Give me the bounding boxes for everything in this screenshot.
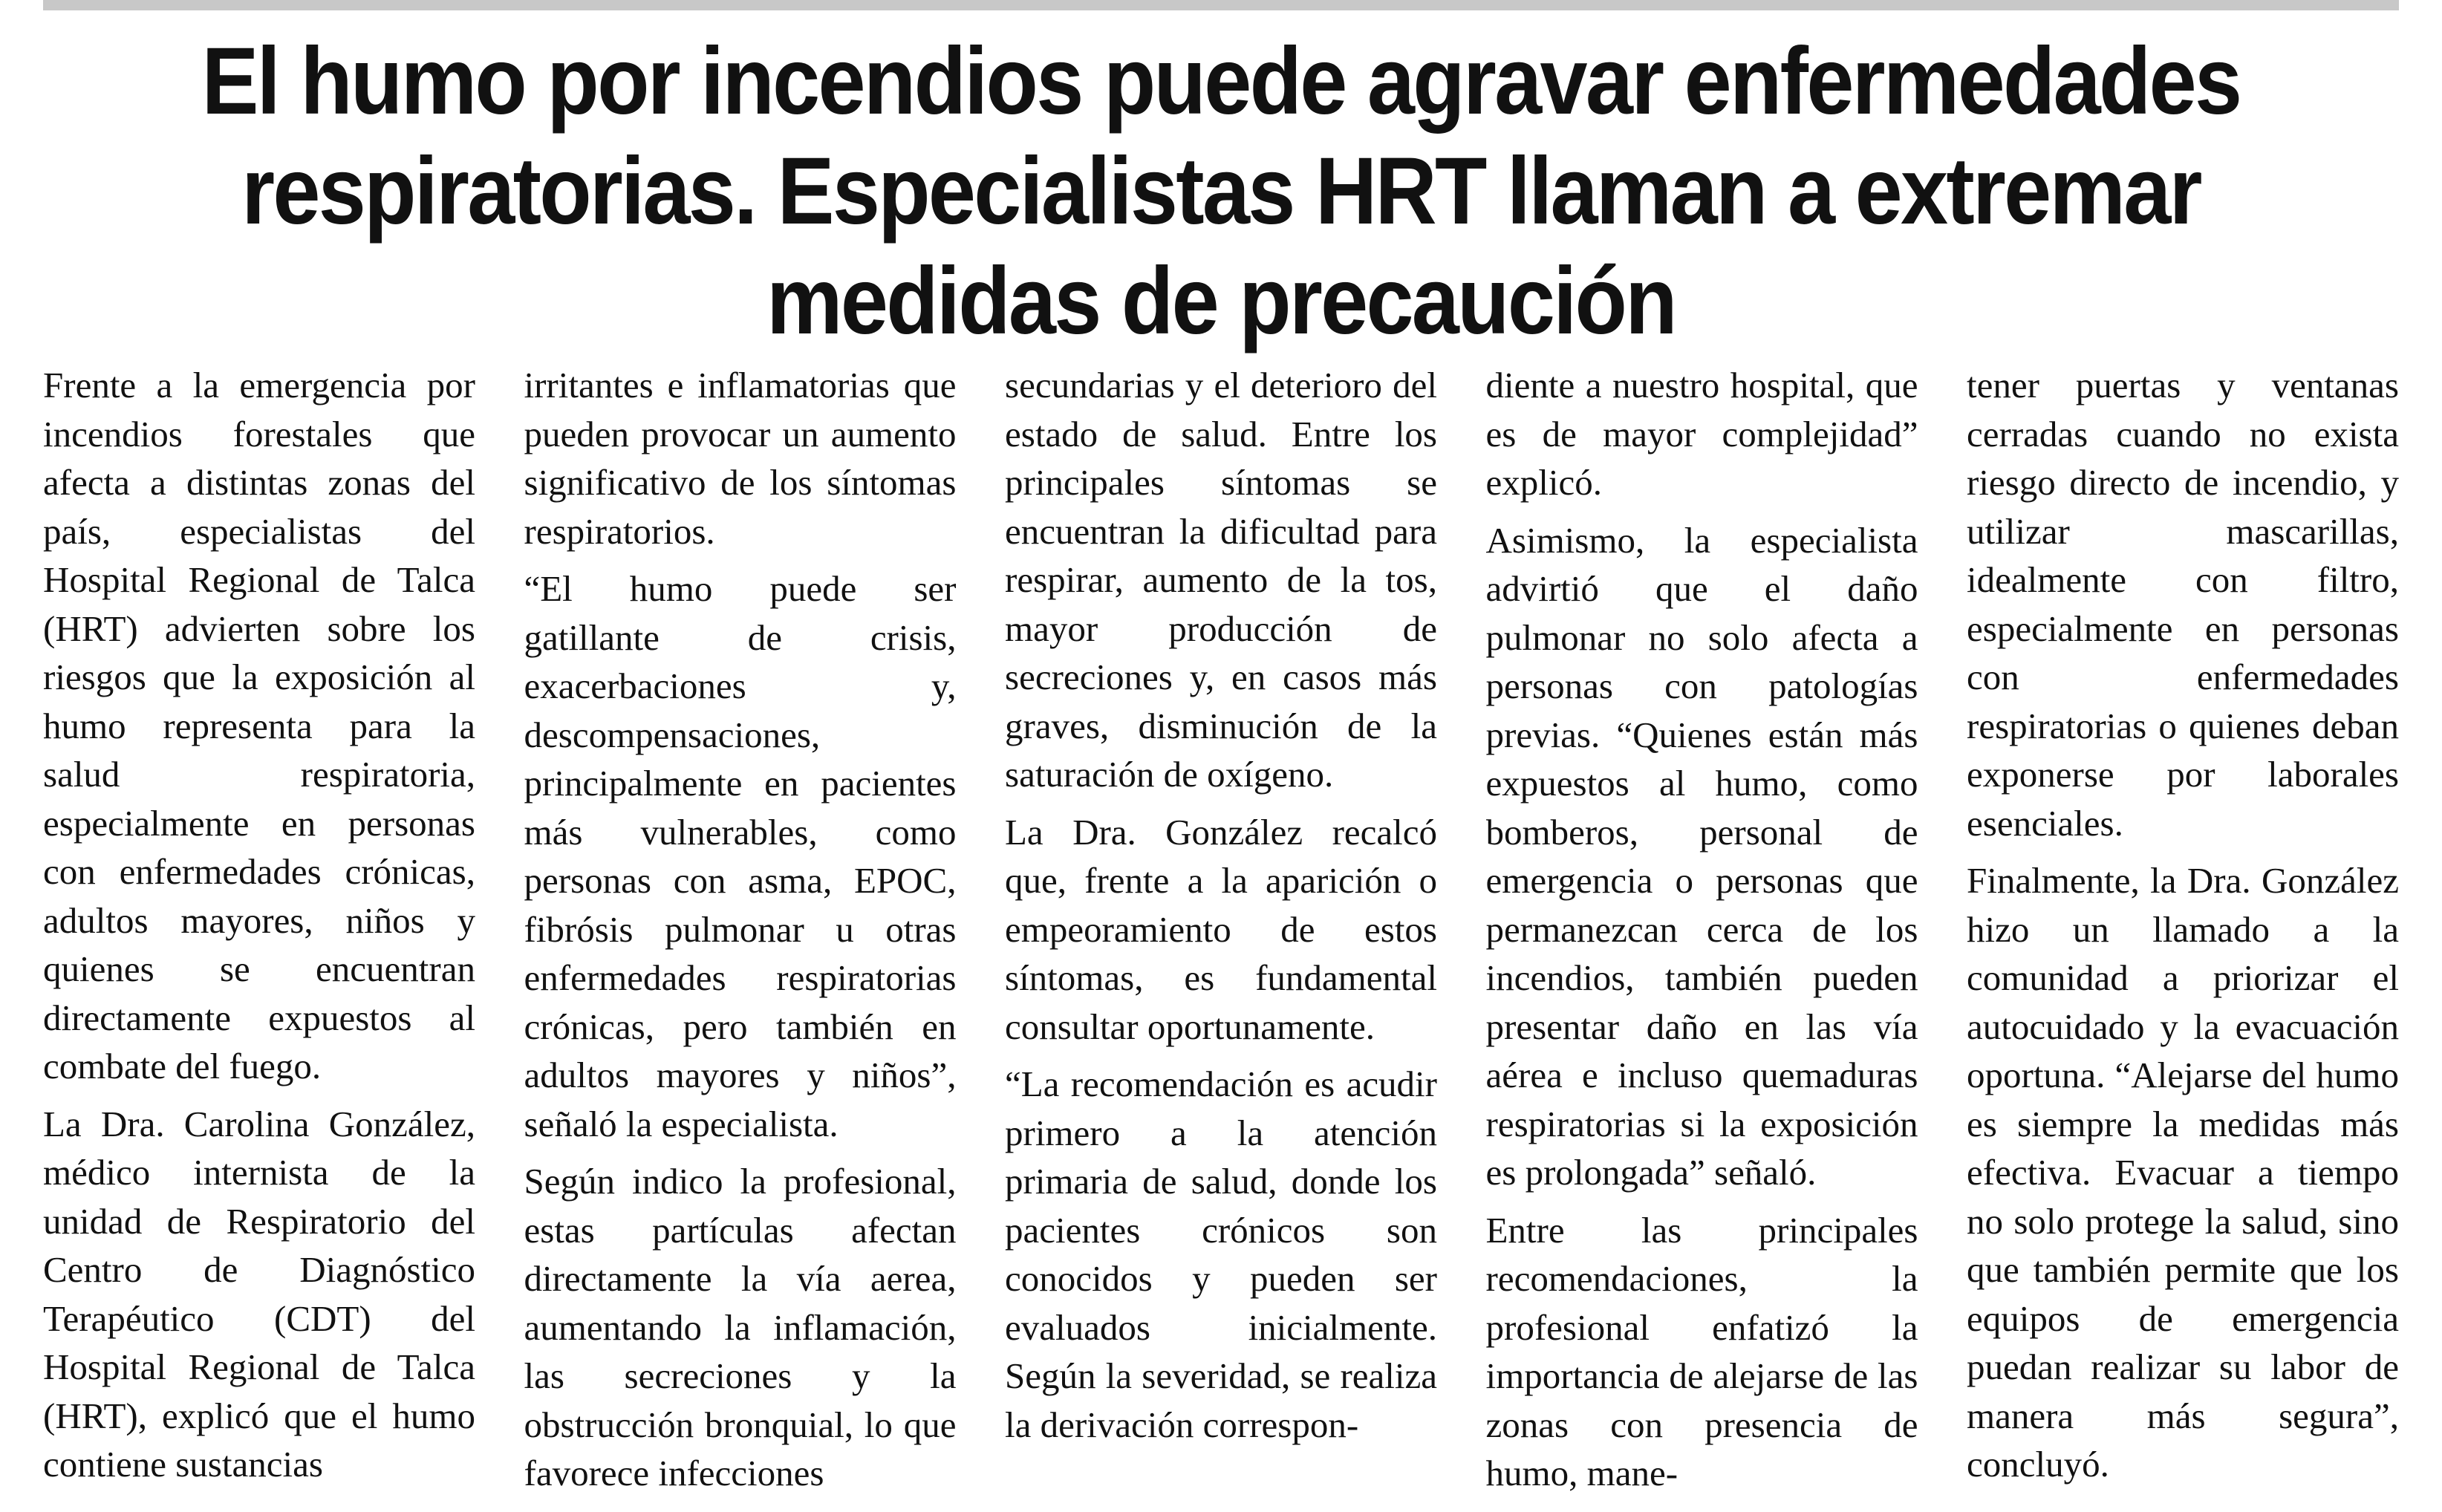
headline: El humo por incendios puede agravar enfermedades respiratorias. Especialistas HRT llaman a extremar medidas de precaución (201, 28, 2241, 354)
paragraph: irritantes e inflamatorias que pueden provocar un aumento significativo de los síntomas respiratorios. (524, 365, 957, 552)
article-body (43, 361, 2399, 1505)
column-3 (1005, 361, 1437, 1505)
paragraph: Finalmente, la Dra. González hizo un llamado a la comunidad a priorizar el autocuidado y la evacuación oportuna. “Alejarse del humo es siempre la medidas más efectiva. Evacuar a tiempo no solo protege la salud, sino que también permite que los equipos de emergencia puedan realizar su labor de manera más segura”, concluyó. (1967, 860, 2399, 1485)
paragraph: diente a nuestro hospital, que es de mayor complejidad” explicó. (1485, 365, 1918, 503)
paragraph: Frente a la emergencia por incendios forestales que afecta a distintas zonas del país, especialistas del Hospital Regional de Talca (HRT) advierten sobre los riesgos que la exposición al humo representa para la salud respiratoria, especialmente en personas con enfermedades crónicas, adultos mayores, niños y quienes se encuentran directamente expuestos al combate del fuego. (43, 365, 475, 1086)
paragraph: tener puertas y ventanas cerradas cuando no exista riesgo directo de incendio, y utilizar mascarillas, idealmente con filtro, especialmente en personas con enfermedades respiratorias o quienes deban exponerse por laborales esenciales. (1967, 365, 2399, 844)
paragraph: Entre las principales recomendaciones, la profesional enfatizó la importancia de alejarse de las zonas con presencia de humo, mane- (1485, 1209, 1918, 1493)
paragraph: “La recomendación es acudir primero a la atención primaria de salud, donde los pacientes crónicos son conocidos y pueden ser evaluados inicialmente. Según la severidad, se realiza la derivación correspon- (1005, 1063, 1437, 1445)
paragraph: “El humo puede ser gatillante de crisis, exacerbaciones y, descompensaciones, principalmente en pacientes más vulnerables, como personas con asma, EPOC, fibrósis pulmonar u otras enfermedades respiratorias crónicas, pero también en adultos mayores y niños”, señaló la especialista. (524, 568, 957, 1144)
top-rule (43, 0, 2399, 10)
paragraph: La Dra. González recalcó que, frente a la aparición o empeoramiento de estos síntomas, es fundamental consultar oportunamente. (1005, 811, 1437, 1047)
column-5 (1967, 361, 2399, 1505)
column-1 (43, 361, 475, 1505)
column-2 (524, 361, 957, 1505)
column-4 (1486, 361, 1918, 1505)
paragraph: La Dra. Carolina González, médico internista de la unidad de Respiratorio del Centro de Diagnóstico Terapéutico (CDT) del Hospital Regional de Talca (HRT), explicó que el humo contiene sustancias (43, 1103, 475, 1485)
paragraph: secundarias y el deterioro del estado de salud. Entre los principales síntomas se encuentran la dificultad para respirar, aumento de la tos, mayor producción de secreciones y, en casos más graves, disminución de la saturación de oxígeno. (1005, 365, 1437, 795)
paragraph: Asimismo, la especialista advirtió que el daño pulmonar no solo afecta a personas con patologías previas. “Quienes están más expuestos al humo, como bomberos, personal de emergencia o personas que permanezcan cerca de los incendios, también pueden presentar daño en las vía aérea e incluso quemaduras respiratorias si la exposición es prolongada” señaló. (1485, 519, 1918, 1193)
paragraph: Según indico la profesional, estas partículas afectan directamente la vía aerea, aumentando la inflamación, las secreciones y la obstrucción bronquial, lo que favorece infecciones (524, 1161, 957, 1493)
